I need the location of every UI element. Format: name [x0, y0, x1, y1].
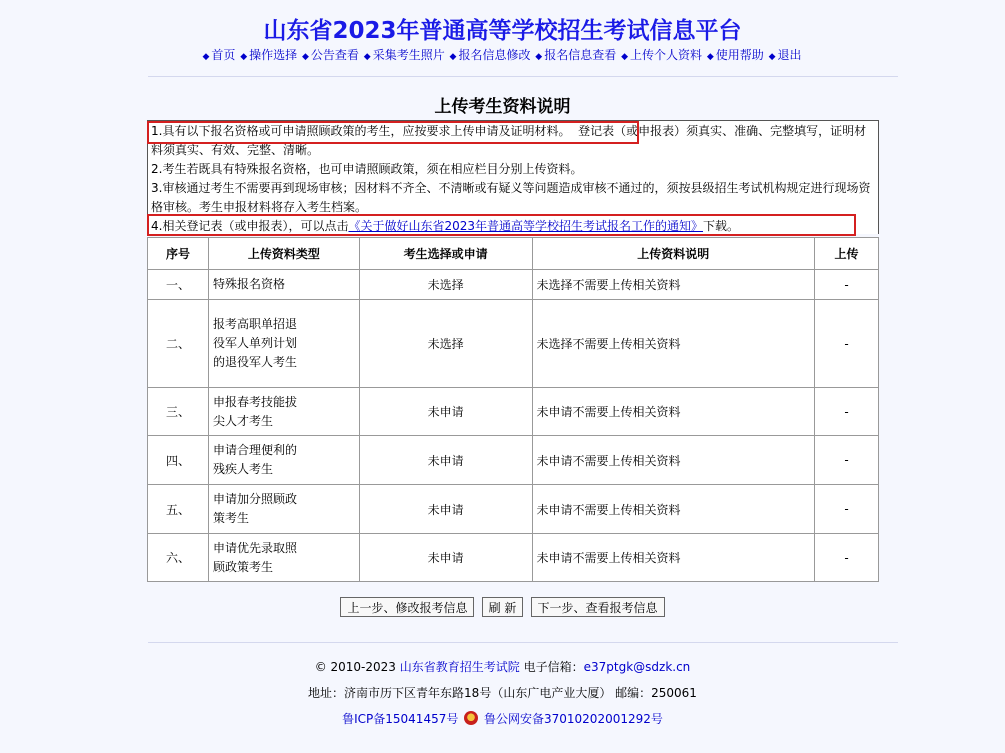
note-4: 4.相关登记表（或申报表），可以点击《关于做好山东省2023年普通高等学校招生考试报名工作的通知》下载。: [151, 219, 740, 233]
note-2: 2.考生若既具有特殊报名资格，也可申请照顾政策，须在相应栏目分别上传资料。: [151, 162, 583, 176]
bullet-icon: ◆: [535, 52, 543, 62]
action-buttons: [0, 597, 1005, 617]
highlight-box-note-1: [147, 121, 639, 144]
table-row: 四、 申请合理便利的残疾人考生 未申请 未申请不需要上传相关资料 -: [148, 436, 879, 485]
footer-record-line: [0, 710, 1005, 727]
divider: [148, 642, 898, 643]
email-label: 电子信箱：: [523, 660, 584, 674]
divider: [148, 76, 898, 77]
col-header-type: 上传资料类型: [208, 238, 359, 270]
bullet-icon: ◆: [768, 52, 776, 62]
highlight-box-note-4: [147, 214, 856, 236]
table-row: 二、 报考高职单招退役军人单列计划的退役军人考生 未选择 未选择不需要上传相关资料 -: [148, 300, 879, 388]
table-row: 五、 申请加分照顾政策考生 未申请 未申请不需要上传相关资料 -: [148, 485, 879, 534]
nav-view-info[interactable]: 报名信息查看: [544, 48, 617, 62]
table-row: 六、 申请优先录取照顾政策考生 未申请 未申请不需要上传相关资料 -: [148, 534, 879, 582]
bullet-icon: ◆: [449, 52, 457, 62]
table-header-row: [148, 238, 879, 270]
footer-address: 地址：济南市历下区青年东路18号（山东广电产业大厦） 邮编：250061: [308, 686, 697, 700]
bullet-icon: ◆: [621, 52, 628, 62]
police-emblem-icon: [464, 711, 478, 725]
bullet-icon: ◆: [302, 52, 309, 62]
next-step-button[interactable]: 下一步、查看报考信息: [531, 597, 665, 617]
email-link[interactable]: e37ptgk@sdzk.cn: [583, 660, 691, 674]
upload-table: [147, 237, 879, 582]
nav-notice[interactable]: 公告查看: [310, 48, 359, 62]
col-header-no: 序号: [148, 238, 209, 270]
nav-edit-info[interactable]: 报名信息修改: [458, 48, 531, 62]
col-header-upload: 上传: [815, 238, 879, 270]
nav-logout[interactable]: 退出: [777, 48, 802, 62]
nav-upload[interactable]: 上传个人资料: [629, 48, 702, 62]
bullet-icon: ◆: [706, 52, 714, 62]
top-nav: [0, 46, 1005, 63]
section-title: 上传考生资料说明: [434, 97, 571, 117]
footer-copyright-line: [0, 658, 1005, 675]
col-header-desc: 上传资料说明: [532, 238, 815, 270]
bullet-icon: ◆: [363, 52, 371, 62]
col-header-status: 考生选择或申请: [359, 238, 532, 270]
table-row: 一、 特殊报名资格 未选择 未选择不需要上传相关资料 -: [148, 270, 879, 300]
prev-step-button[interactable]: 上一步、修改报考信息: [340, 597, 474, 617]
icp-link[interactable]: 鲁ICP备15041457号: [342, 712, 459, 726]
refresh-button[interactable]: 刷 新: [482, 597, 524, 617]
nav-home[interactable]: 首页: [211, 48, 236, 62]
note-3: 3.审核通过考生不需要再到现场审核；因材料不齐全、不清晰或有疑义等问题造成审核不通过的，须按县级招生考试机构规定进行现场资格审核。考生申报材料将存入考生档案。: [151, 181, 871, 214]
bullet-icon: ◆: [240, 52, 248, 62]
page-title: 山东省2023年普通高等学校招生考试信息平台: [263, 18, 742, 44]
note-1-highlight: 1.具有以下报名资格或可申请照顾政策的考生，应按要求上传申请及证明材料。: [151, 124, 571, 138]
table-row: 三、 申报春考技能拔尖人才考生 未申请 未申请不需要上传相关资料 -: [148, 388, 879, 436]
note-1-rest: 登记表（或申报表）须真实、准确、完整填写，证明材料须真实、有效、完整、清晰。: [151, 124, 867, 157]
police-record-link[interactable]: 鲁公网安备37010202001292号: [484, 712, 663, 726]
nav-operation-select[interactable]: 操作选择: [249, 48, 298, 62]
bullet-icon: ◆: [202, 52, 210, 62]
copyright-text: © 2010-2023: [314, 660, 396, 674]
nav-help[interactable]: 使用帮助: [715, 48, 764, 62]
nav-photo[interactable]: 采集考生照片: [372, 48, 445, 62]
notice-download-link[interactable]: 《关于做好山东省2023年普通高等学校招生考试报名工作的通知》: [348, 219, 703, 233]
org-link[interactable]: 山东省教育招生考试院: [399, 660, 520, 674]
